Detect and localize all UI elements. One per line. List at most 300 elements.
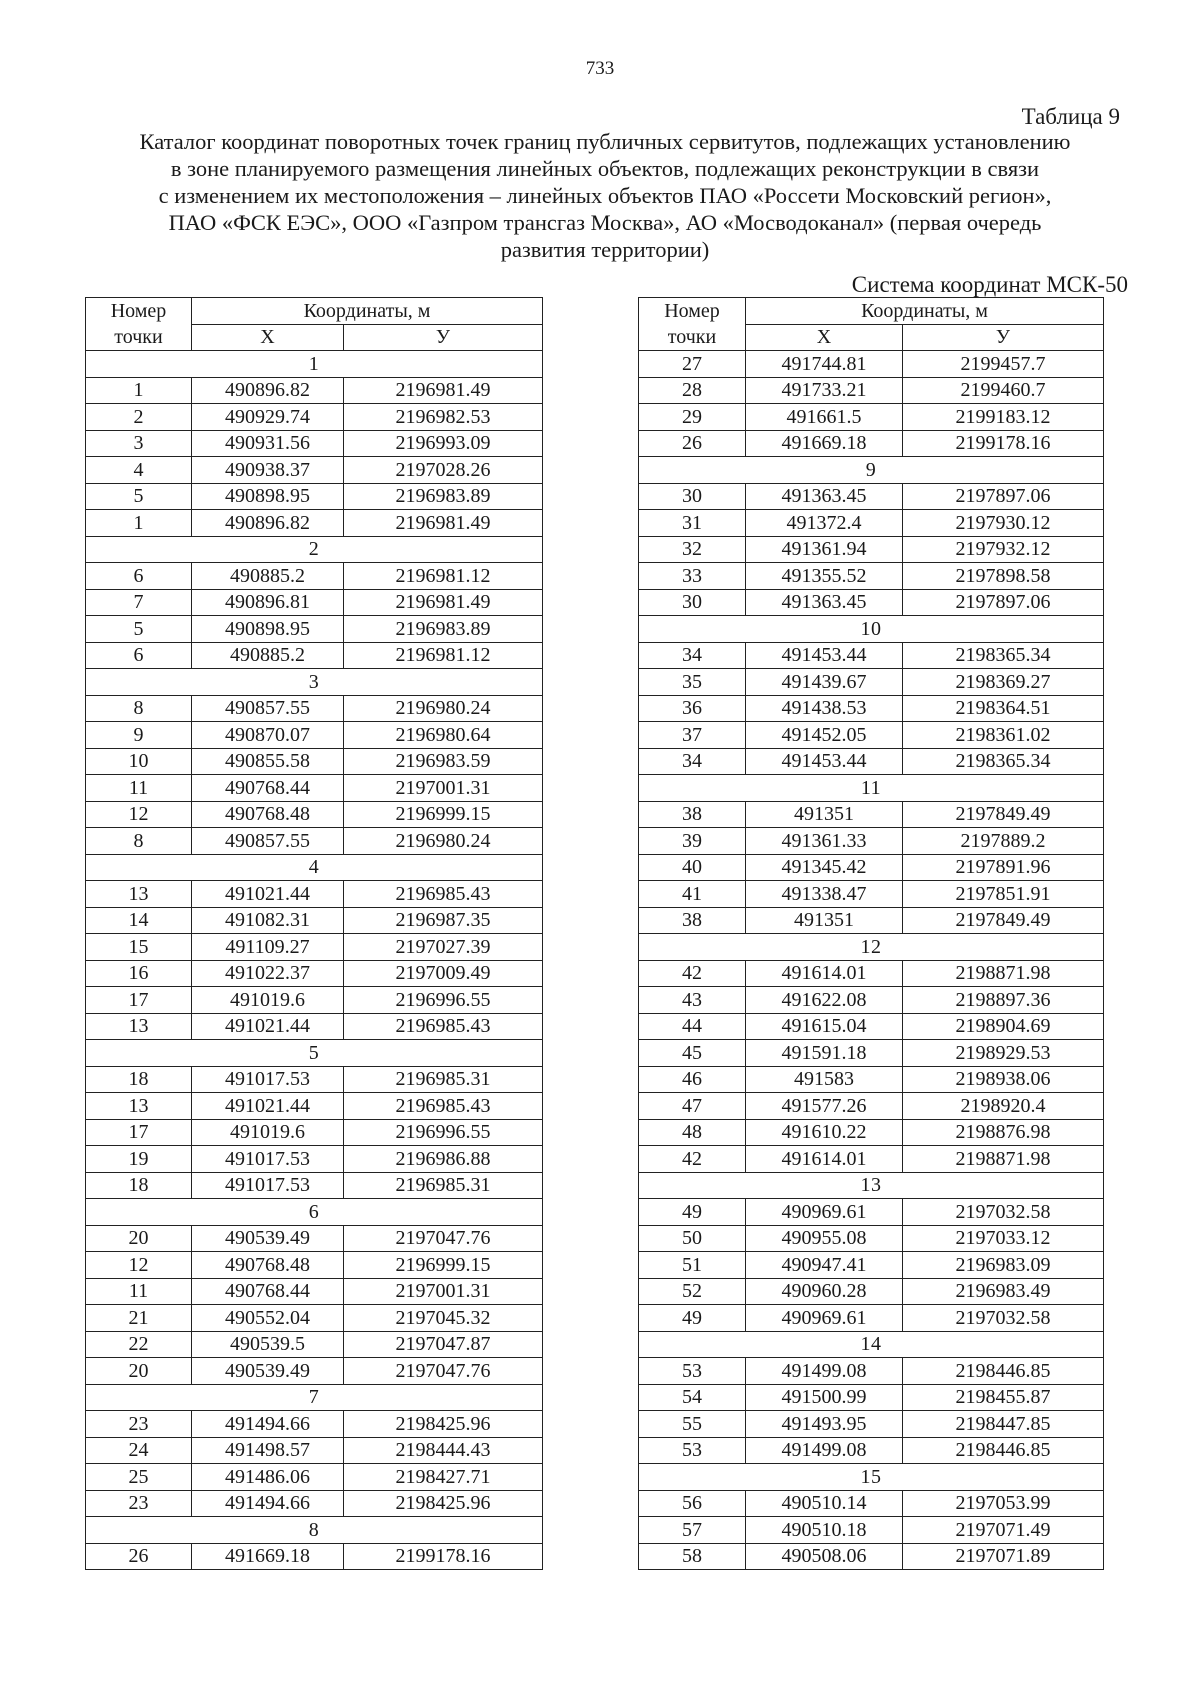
x-coordinate-cell: 490885.2 <box>192 642 344 669</box>
group-row <box>639 1172 1104 1199</box>
page-number: 733 <box>585 58 615 79</box>
y-coordinate-cell: 2196987.35 <box>344 907 543 934</box>
group-row <box>86 536 543 563</box>
point-number-cell: 27 <box>639 351 746 378</box>
y-coordinate-cell: 2196999.15 <box>344 1252 543 1279</box>
table-row <box>639 351 1104 378</box>
x-coordinate-cell: 491499.08 <box>746 1358 903 1385</box>
point-number-cell: 30 <box>639 589 746 616</box>
point-number-cell: 46 <box>639 1066 746 1093</box>
point-number-cell: 51 <box>639 1252 746 1279</box>
x-coordinate-cell: 490768.44 <box>192 1278 344 1305</box>
table-row <box>86 563 543 590</box>
y-coordinate-cell: 2196985.31 <box>344 1172 543 1199</box>
point-number-cell: 15 <box>86 934 192 961</box>
group-row <box>639 1464 1104 1491</box>
y-coordinate-cell: 2196986.88 <box>344 1146 543 1173</box>
y-coordinate-cell: 2199178.16 <box>903 430 1104 457</box>
y-coordinate-cell: 2198871.98 <box>903 1146 1104 1173</box>
x-coordinate-cell: 491363.45 <box>746 483 903 510</box>
table-row <box>639 1252 1104 1279</box>
group-number: 4 <box>86 854 543 881</box>
y-coordinate-cell: 2198365.34 <box>903 748 1104 775</box>
point-number-cell: 50 <box>639 1225 746 1252</box>
x-coordinate-cell: 491500.99 <box>746 1384 903 1411</box>
x-coordinate-cell: 490508.06 <box>746 1543 903 1570</box>
y-coordinate-cell: 2196985.43 <box>344 1093 543 1120</box>
y-coordinate-cell: 2196983.89 <box>344 483 543 510</box>
y-coordinate-cell: 2197897.06 <box>903 589 1104 616</box>
x-coordinate-cell: 491355.52 <box>746 563 903 590</box>
x-coordinate-cell: 491615.04 <box>746 1013 903 1040</box>
point-number-cell: 49 <box>639 1305 746 1332</box>
y-coordinate-cell: 2196999.15 <box>344 801 543 828</box>
x-coordinate-cell: 491577.26 <box>746 1093 903 1120</box>
y-coordinate-cell: 2198897.36 <box>903 987 1104 1014</box>
x-coordinate-cell: 491494.66 <box>192 1411 344 1438</box>
group-number: 6 <box>86 1199 543 1226</box>
x-coordinate-cell: 491614.01 <box>746 1146 903 1173</box>
y-coordinate-cell: 2198929.53 <box>903 1040 1104 1067</box>
point-number-cell: 39 <box>639 828 746 855</box>
table-row <box>639 1146 1104 1173</box>
point-number-cell: 47 <box>639 1093 746 1120</box>
title-line: в зоне планируемого размещения линейных объектов, подлежащих реконструкции в связи <box>170 156 1040 181</box>
y-coordinate-cell: 2199457.7 <box>903 351 1104 378</box>
point-number-cell: 5 <box>86 616 192 643</box>
y-coordinate-cell: 2197027.39 <box>344 934 543 961</box>
table-row <box>86 1278 543 1305</box>
point-number-cell: 43 <box>639 987 746 1014</box>
table-row <box>86 1490 543 1517</box>
header-coordinates: Координаты, м <box>746 298 1104 325</box>
table-row <box>86 1119 543 1146</box>
y-coordinate-cell: 2198427.71 <box>344 1464 543 1491</box>
point-number-cell: 5 <box>86 483 192 510</box>
group-row <box>639 1331 1104 1358</box>
point-number-cell: 55 <box>639 1411 746 1438</box>
y-coordinate-cell: 2196982.53 <box>344 404 543 431</box>
y-coordinate-cell: 2196981.12 <box>344 642 543 669</box>
y-coordinate-cell: 2197033.12 <box>903 1225 1104 1252</box>
point-number-cell: 18 <box>86 1172 192 1199</box>
point-number-cell: 1 <box>86 377 192 404</box>
header-point-number-top: Номер <box>86 298 192 325</box>
point-number-cell: 34 <box>639 748 746 775</box>
table-row <box>86 960 543 987</box>
table-row <box>86 1225 543 1252</box>
y-coordinate-cell: 2196993.09 <box>344 430 543 457</box>
y-coordinate-cell: 2197001.31 <box>344 1278 543 1305</box>
x-coordinate-cell: 490510.18 <box>746 1517 903 1544</box>
y-coordinate-cell: 2198425.96 <box>344 1411 543 1438</box>
table-row <box>86 483 543 510</box>
title-line: ПАО «ФСК ЕЭС», ООО «Газпром трансгаз Москва», АО «Мосводоканал» (первая очередь <box>168 210 1042 235</box>
point-number-cell: 44 <box>639 1013 746 1040</box>
y-coordinate-cell: 2196985.43 <box>344 881 543 908</box>
y-coordinate-cell: 2197849.49 <box>903 801 1104 828</box>
x-coordinate-cell: 491338.47 <box>746 881 903 908</box>
x-coordinate-cell: 491614.01 <box>746 960 903 987</box>
x-coordinate-cell: 491019.6 <box>192 1119 344 1146</box>
point-number-cell: 34 <box>639 642 746 669</box>
header-point-number-top: Номер <box>639 298 746 325</box>
table-row <box>86 1464 543 1491</box>
x-coordinate-cell: 491453.44 <box>746 748 903 775</box>
group-row <box>86 1199 543 1226</box>
x-coordinate-cell: 491351 <box>746 801 903 828</box>
y-coordinate-cell: 2198364.51 <box>903 695 1104 722</box>
point-number-cell: 12 <box>86 801 192 828</box>
x-coordinate-cell: 490960.28 <box>746 1278 903 1305</box>
x-coordinate-cell: 490857.55 <box>192 695 344 722</box>
y-coordinate-cell: 2196981.49 <box>344 510 543 537</box>
table-row <box>639 748 1104 775</box>
point-number-cell: 28 <box>639 377 746 404</box>
header-point-number-bottom: точки <box>86 324 192 351</box>
table-row <box>639 1225 1104 1252</box>
x-coordinate-cell: 491021.44 <box>192 881 344 908</box>
x-coordinate-cell: 491019.6 <box>192 987 344 1014</box>
table-row <box>639 1517 1104 1544</box>
y-coordinate-cell: 2198447.85 <box>903 1411 1104 1438</box>
table-row <box>86 695 543 722</box>
point-number-cell: 53 <box>639 1437 746 1464</box>
x-coordinate-cell: 491622.08 <box>746 987 903 1014</box>
table-row <box>639 1013 1104 1040</box>
table-row <box>86 1172 543 1199</box>
table-row <box>86 722 543 749</box>
y-coordinate-cell: 2198871.98 <box>903 960 1104 987</box>
document-title <box>90 128 1120 263</box>
x-coordinate-cell: 491017.53 <box>192 1146 344 1173</box>
table-row <box>639 1437 1104 1464</box>
table-row <box>86 1358 543 1385</box>
y-coordinate-cell: 2198369.27 <box>903 669 1104 696</box>
y-coordinate-cell: 2196985.31 <box>344 1066 543 1093</box>
coordinates-table-right <box>638 297 1104 1570</box>
y-coordinate-cell: 2197897.06 <box>903 483 1104 510</box>
point-number-cell: 6 <box>86 642 192 669</box>
point-number-cell: 54 <box>639 1384 746 1411</box>
group-row <box>639 934 1104 961</box>
point-number-cell: 11 <box>86 1278 192 1305</box>
group-row <box>639 775 1104 802</box>
y-coordinate-cell: 2196981.49 <box>344 589 543 616</box>
x-coordinate-cell: 491372.4 <box>746 510 903 537</box>
table-row <box>639 536 1104 563</box>
group-number: 10 <box>639 616 1104 643</box>
table-row <box>639 960 1104 987</box>
table-row <box>639 1119 1104 1146</box>
header-y: У <box>344 324 543 351</box>
x-coordinate-cell: 490857.55 <box>192 828 344 855</box>
point-number-cell: 20 <box>86 1225 192 1252</box>
point-number-cell: 11 <box>86 775 192 802</box>
table-row <box>639 695 1104 722</box>
y-coordinate-cell: 2197851.91 <box>903 881 1104 908</box>
table-row <box>639 854 1104 881</box>
group-row <box>86 1384 543 1411</box>
point-number-cell: 10 <box>86 748 192 775</box>
y-coordinate-cell: 2198365.34 <box>903 642 1104 669</box>
table-row <box>639 907 1104 934</box>
table-row <box>639 430 1104 457</box>
point-number-cell: 57 <box>639 1517 746 1544</box>
point-number-cell: 8 <box>86 695 192 722</box>
x-coordinate-cell: 490969.61 <box>746 1199 903 1226</box>
point-number-cell: 7 <box>86 589 192 616</box>
x-coordinate-cell: 491017.53 <box>192 1172 344 1199</box>
point-number-cell: 29 <box>639 404 746 431</box>
x-coordinate-cell: 490898.95 <box>192 616 344 643</box>
x-coordinate-cell: 490855.58 <box>192 748 344 775</box>
group-row <box>86 854 543 881</box>
header-coordinates: Координаты, м <box>192 298 543 325</box>
point-number-cell: 18 <box>86 1066 192 1093</box>
point-number-cell: 9 <box>86 722 192 749</box>
point-number-cell: 40 <box>639 854 746 881</box>
coordinates-table-left <box>85 297 543 1570</box>
point-number-cell: 32 <box>639 536 746 563</box>
x-coordinate-cell: 490510.14 <box>746 1490 903 1517</box>
group-number: 14 <box>639 1331 1104 1358</box>
y-coordinate-cell: 2198938.06 <box>903 1066 1104 1093</box>
table-row <box>639 589 1104 616</box>
y-coordinate-cell: 2197071.89 <box>903 1543 1104 1570</box>
point-number-cell: 31 <box>639 510 746 537</box>
point-number-cell: 45 <box>639 1040 746 1067</box>
y-coordinate-cell: 2196983.49 <box>903 1278 1104 1305</box>
point-number-cell: 48 <box>639 1119 746 1146</box>
point-number-cell: 25 <box>86 1464 192 1491</box>
x-coordinate-cell: 491453.44 <box>746 642 903 669</box>
point-number-cell: 1 <box>86 510 192 537</box>
y-coordinate-cell: 2197932.12 <box>903 536 1104 563</box>
x-coordinate-cell: 491498.57 <box>192 1437 344 1464</box>
point-number-cell: 2 <box>86 404 192 431</box>
x-coordinate-cell: 490898.95 <box>192 483 344 510</box>
table-row <box>639 1358 1104 1385</box>
table-row <box>639 828 1104 855</box>
table-row <box>86 457 543 484</box>
point-number-cell: 42 <box>639 1146 746 1173</box>
y-coordinate-cell: 2196983.59 <box>344 748 543 775</box>
x-coordinate-cell: 491493.95 <box>746 1411 903 1438</box>
point-number-cell: 26 <box>86 1543 192 1570</box>
y-coordinate-cell: 2198446.85 <box>903 1437 1104 1464</box>
point-number-cell: 53 <box>639 1358 746 1385</box>
table-row <box>86 1146 543 1173</box>
group-row <box>86 1517 543 1544</box>
point-number-cell: 23 <box>86 1490 192 1517</box>
y-coordinate-cell: 2197891.96 <box>903 854 1104 881</box>
group-number: 13 <box>639 1172 1104 1199</box>
title-line: развития территории) <box>500 237 710 262</box>
table-row <box>639 1278 1104 1305</box>
point-number-cell: 38 <box>639 801 746 828</box>
x-coordinate-cell: 490969.61 <box>746 1305 903 1332</box>
table-row <box>639 1066 1104 1093</box>
table-row <box>639 377 1104 404</box>
table-row <box>86 775 543 802</box>
x-coordinate-cell: 491345.42 <box>746 854 903 881</box>
point-number-cell: 21 <box>86 1305 192 1332</box>
table-row <box>639 510 1104 537</box>
point-number-cell: 3 <box>86 430 192 457</box>
x-coordinate-cell: 491361.33 <box>746 828 903 855</box>
y-coordinate-cell: 2197032.58 <box>903 1199 1104 1226</box>
x-coordinate-cell: 491017.53 <box>192 1066 344 1093</box>
x-coordinate-cell: 490768.44 <box>192 775 344 802</box>
x-coordinate-cell: 490896.82 <box>192 377 344 404</box>
y-coordinate-cell: 2197053.99 <box>903 1490 1104 1517</box>
y-coordinate-cell: 2197009.49 <box>344 960 543 987</box>
x-coordinate-cell: 491661.5 <box>746 404 903 431</box>
x-coordinate-cell: 490931.56 <box>192 430 344 457</box>
group-number: 12 <box>639 934 1104 961</box>
y-coordinate-cell: 2197028.26 <box>344 457 543 484</box>
point-number-cell: 38 <box>639 907 746 934</box>
x-coordinate-cell: 491438.53 <box>746 695 903 722</box>
x-coordinate-cell: 490955.08 <box>746 1225 903 1252</box>
x-coordinate-cell: 490896.82 <box>192 510 344 537</box>
point-number-cell: 30 <box>639 483 746 510</box>
coordinate-system-label: Система координат МСК-50 <box>851 272 1128 297</box>
y-coordinate-cell: 2198446.85 <box>903 1358 1104 1385</box>
point-number-cell: 24 <box>86 1437 192 1464</box>
group-row <box>86 351 543 378</box>
point-number-cell: 35 <box>639 669 746 696</box>
y-coordinate-cell: 2196996.55 <box>344 1119 543 1146</box>
point-number-cell: 56 <box>639 1490 746 1517</box>
point-number-cell: 52 <box>639 1278 746 1305</box>
x-coordinate-cell: 490539.49 <box>192 1225 344 1252</box>
y-coordinate-cell: 2198876.98 <box>903 1119 1104 1146</box>
x-coordinate-cell: 490768.48 <box>192 1252 344 1279</box>
y-coordinate-cell: 2197047.76 <box>344 1358 543 1385</box>
x-coordinate-cell: 490768.48 <box>192 801 344 828</box>
table-row <box>86 1093 543 1120</box>
point-number-cell: 6 <box>86 563 192 590</box>
table-row <box>639 1411 1104 1438</box>
table-row <box>639 1543 1104 1570</box>
group-row <box>86 1040 543 1067</box>
table-row <box>639 669 1104 696</box>
table-row <box>86 801 543 828</box>
x-coordinate-cell: 491486.06 <box>192 1464 344 1491</box>
table-row <box>639 881 1104 908</box>
y-coordinate-cell: 2198920.4 <box>903 1093 1104 1120</box>
header-point-number-bottom: точки <box>639 324 746 351</box>
x-coordinate-cell: 491733.21 <box>746 377 903 404</box>
point-number-cell: 4 <box>86 457 192 484</box>
group-row <box>639 616 1104 643</box>
header-y: У <box>903 324 1104 351</box>
x-coordinate-cell: 491610.22 <box>746 1119 903 1146</box>
table-row <box>639 987 1104 1014</box>
table-row <box>86 404 543 431</box>
table-row <box>86 934 543 961</box>
y-coordinate-cell: 2197930.12 <box>903 510 1104 537</box>
y-coordinate-cell: 2199178.16 <box>344 1543 543 1570</box>
point-number-cell: 17 <box>86 1119 192 1146</box>
x-coordinate-cell: 491591.18 <box>746 1040 903 1067</box>
table-row <box>86 907 543 934</box>
point-number-cell: 14 <box>86 907 192 934</box>
point-number-cell: 17 <box>86 987 192 1014</box>
x-coordinate-cell: 491494.66 <box>192 1490 344 1517</box>
x-coordinate-cell: 490539.5 <box>192 1331 344 1358</box>
group-row <box>86 669 543 696</box>
y-coordinate-cell: 2196980.24 <box>344 695 543 722</box>
x-coordinate-cell: 490552.04 <box>192 1305 344 1332</box>
table-row <box>86 1252 543 1279</box>
point-number-cell: 8 <box>86 828 192 855</box>
x-coordinate-cell: 491361.94 <box>746 536 903 563</box>
x-coordinate-cell: 491744.81 <box>746 351 903 378</box>
point-number-cell: 13 <box>86 881 192 908</box>
x-coordinate-cell: 490896.81 <box>192 589 344 616</box>
x-coordinate-cell: 491499.08 <box>746 1437 903 1464</box>
y-coordinate-cell: 2196980.64 <box>344 722 543 749</box>
y-coordinate-cell: 2198361.02 <box>903 722 1104 749</box>
table-row <box>86 1411 543 1438</box>
point-number-cell: 49 <box>639 1199 746 1226</box>
point-number-cell: 16 <box>86 960 192 987</box>
group-number: 2 <box>86 536 543 563</box>
point-number-cell: 23 <box>86 1411 192 1438</box>
x-coordinate-cell: 491669.18 <box>746 430 903 457</box>
y-coordinate-cell: 2198425.96 <box>344 1490 543 1517</box>
table-row <box>86 1331 543 1358</box>
x-coordinate-cell: 490870.07 <box>192 722 344 749</box>
table-row <box>639 1093 1104 1120</box>
table-row <box>639 642 1104 669</box>
point-number-cell: 42 <box>639 960 746 987</box>
group-number: 3 <box>86 669 543 696</box>
group-number: 7 <box>86 1384 543 1411</box>
y-coordinate-cell: 2196981.49 <box>344 377 543 404</box>
table-row <box>86 1437 543 1464</box>
point-number-cell: 33 <box>639 563 746 590</box>
group-number: 9 <box>639 457 1104 484</box>
table-body-right <box>639 351 1104 1570</box>
table-row <box>86 881 543 908</box>
y-coordinate-cell: 2196980.24 <box>344 828 543 855</box>
point-number-cell: 41 <box>639 881 746 908</box>
y-coordinate-cell: 2196983.09 <box>903 1252 1104 1279</box>
point-number-cell: 22 <box>86 1331 192 1358</box>
x-coordinate-cell: 491439.67 <box>746 669 903 696</box>
table-row <box>86 1305 543 1332</box>
x-coordinate-cell: 490929.74 <box>192 404 344 431</box>
y-coordinate-cell: 2197047.87 <box>344 1331 543 1358</box>
table-row <box>639 1490 1104 1517</box>
x-coordinate-cell: 491452.05 <box>746 722 903 749</box>
table-row <box>86 748 543 775</box>
table-row <box>86 642 543 669</box>
x-coordinate-cell: 491021.44 <box>192 1013 344 1040</box>
table-row <box>86 510 543 537</box>
y-coordinate-cell: 2198455.87 <box>903 1384 1104 1411</box>
table-row <box>639 1305 1104 1332</box>
y-coordinate-cell: 2198904.69 <box>903 1013 1104 1040</box>
table-row <box>86 377 543 404</box>
table-row <box>639 1199 1104 1226</box>
table-row <box>86 589 543 616</box>
table-row <box>639 801 1104 828</box>
